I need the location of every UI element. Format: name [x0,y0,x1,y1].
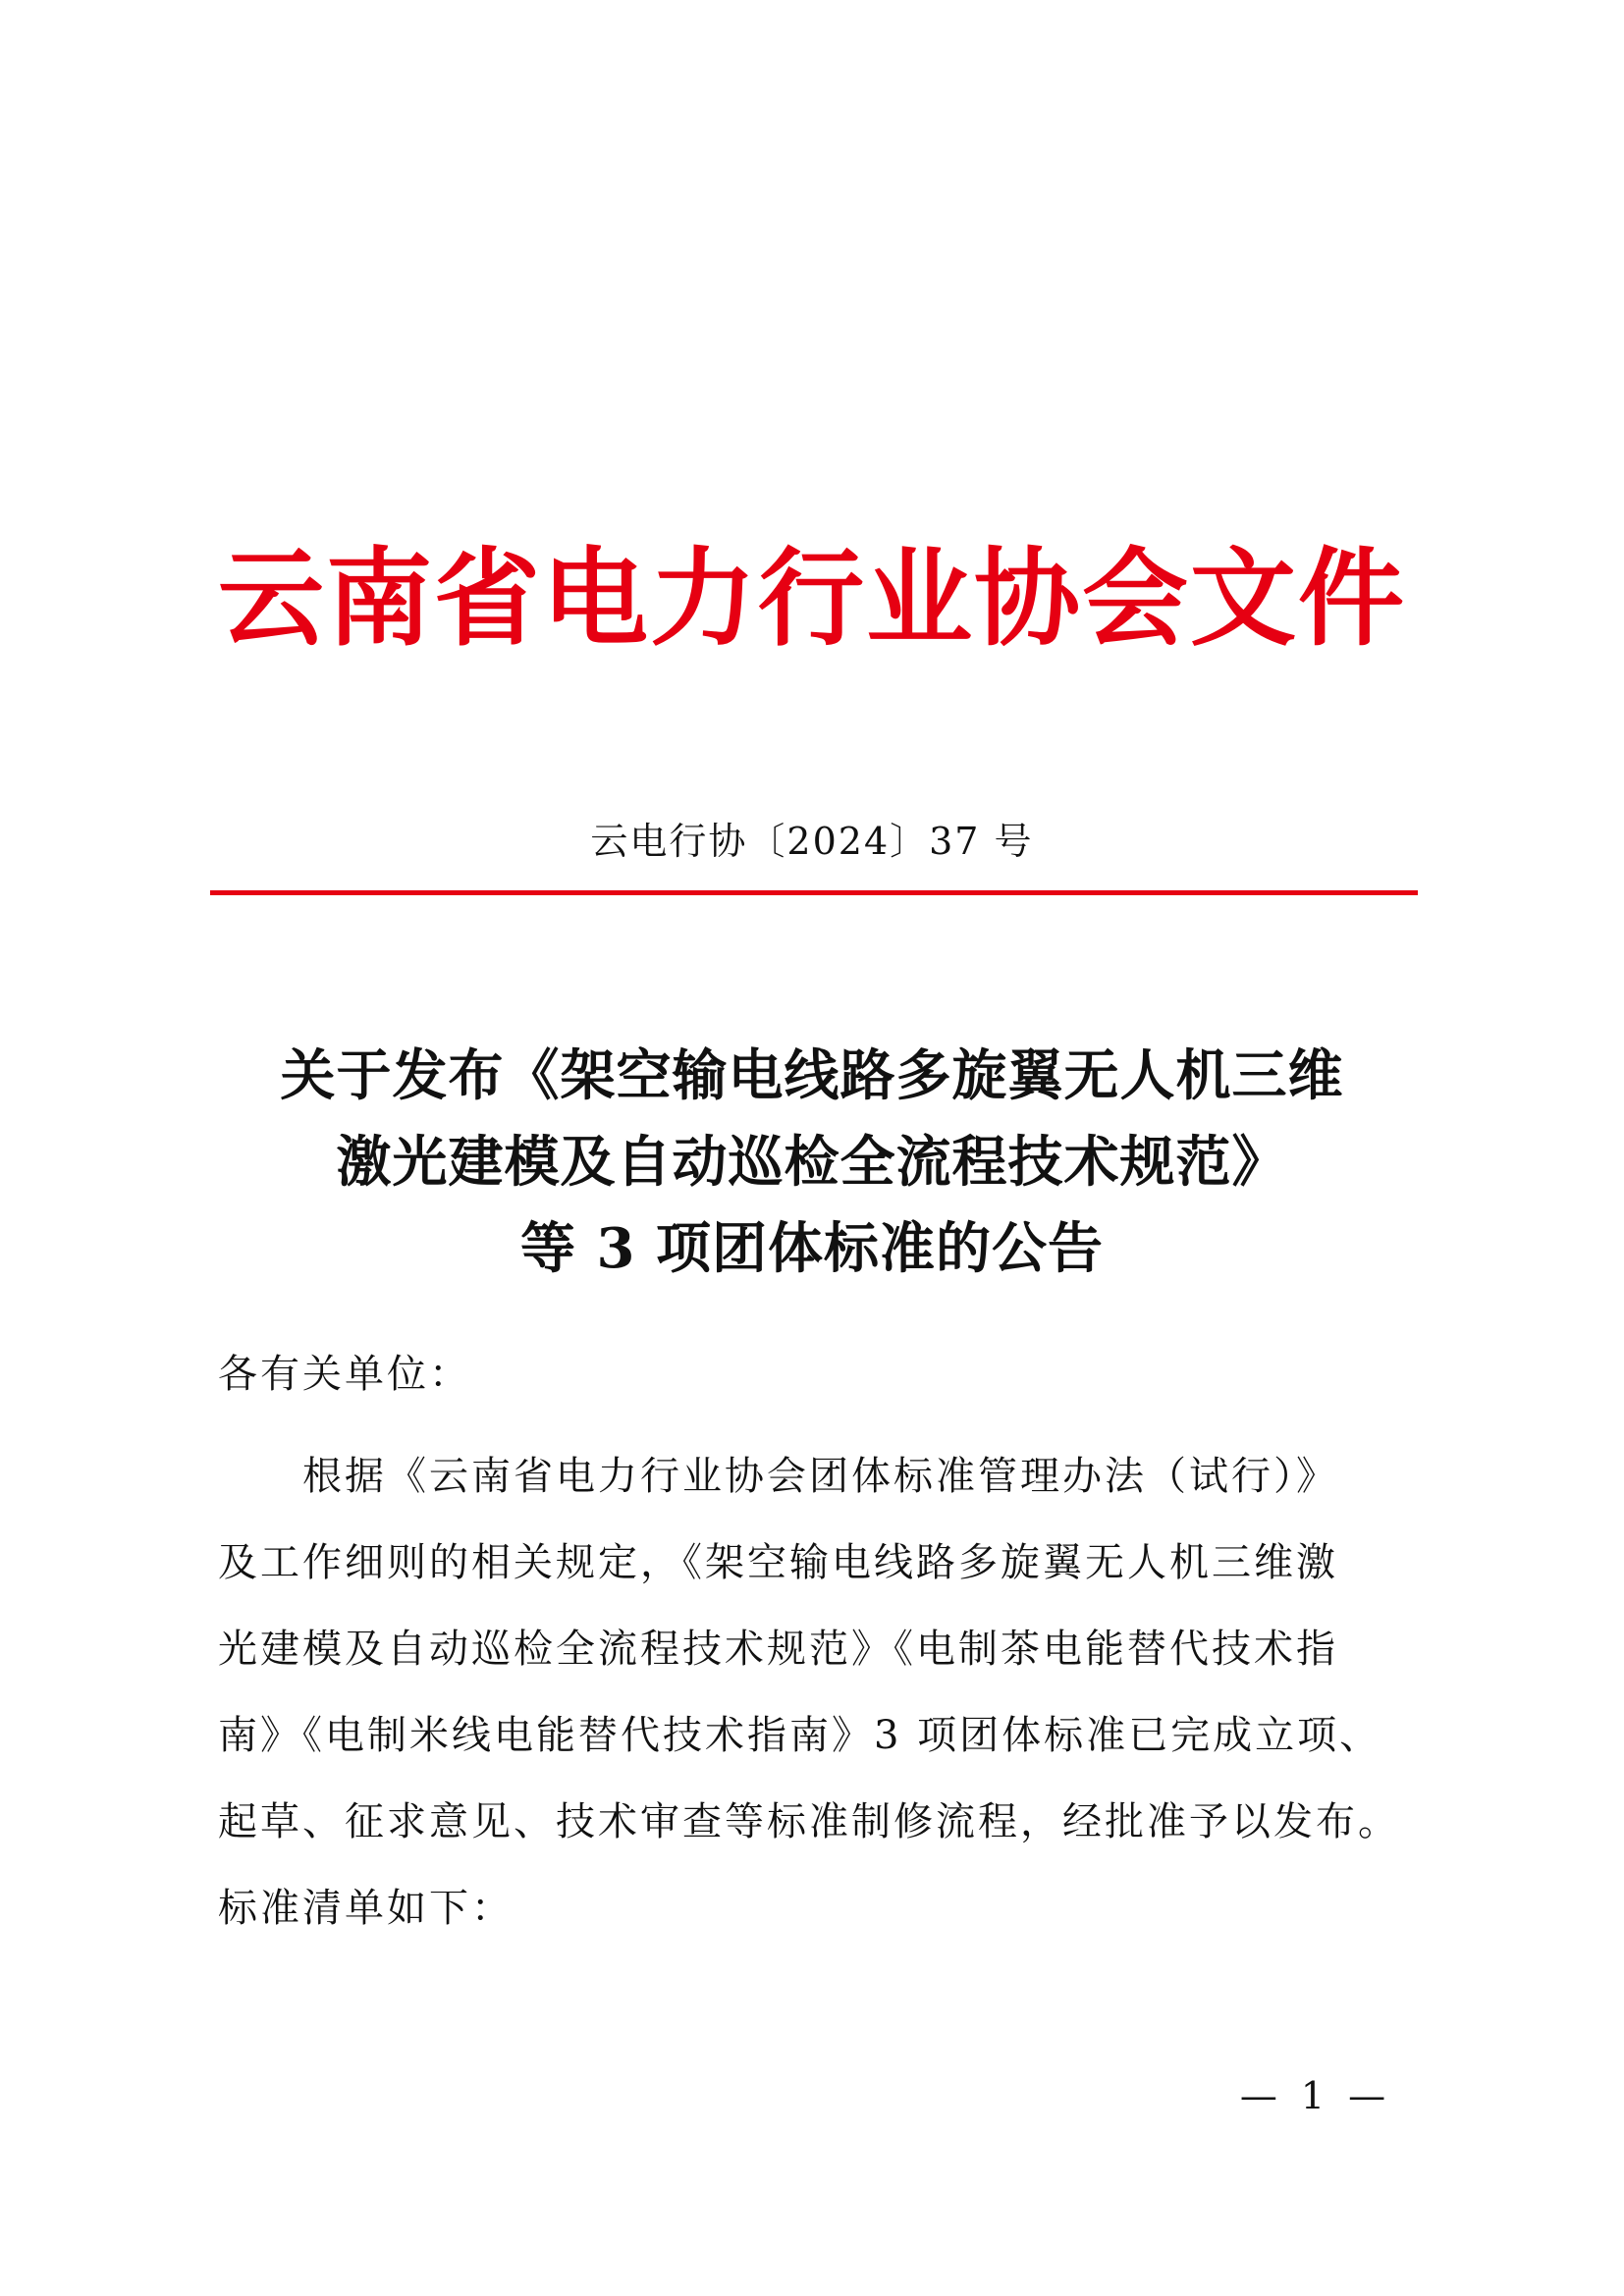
body-paragraph [218,1433,1416,1951]
document-number: 云电行协〔2024〕37 号 [590,820,1034,863]
red-divider-line [210,890,1418,895]
page-number: — 1 — [1239,2074,1392,2117]
body-line: 光建模及自动巡检全流程技术规范》《电制茶电能替代技术指 [218,1627,1338,1672]
body-line: 根据《云南省电力行业协会团体标准管理办法（试行）》 [302,1454,1338,1499]
body-line: 南》《电制米线电能替代技术指南》3 项团体标准已完成立项、 [218,1713,1382,1758]
notice-title [157,1033,1467,1292]
notice-title-line: 关于发布《架空输电线路多旋翼无人机三维 [280,1043,1344,1108]
body-line: 起草、征求意见、技术审查等标准制修流程，经批准予以发布。 [218,1799,1400,1844]
notice-title-line: 等 3 项团体标准的公告 [520,1216,1104,1281]
salutation: 各有关单位： [218,1352,471,1397]
body-line: 及工作细则的相关规定，《架空输电线路多旋翼无人机三维激 [218,1540,1338,1585]
notice-title-line: 激光建模及自动巡检全流程技术规范》 [336,1130,1288,1195]
body-line: 标准清单如下： [218,1886,514,1931]
organization-title: 云南省电力行业协会文件 [217,537,1406,661]
